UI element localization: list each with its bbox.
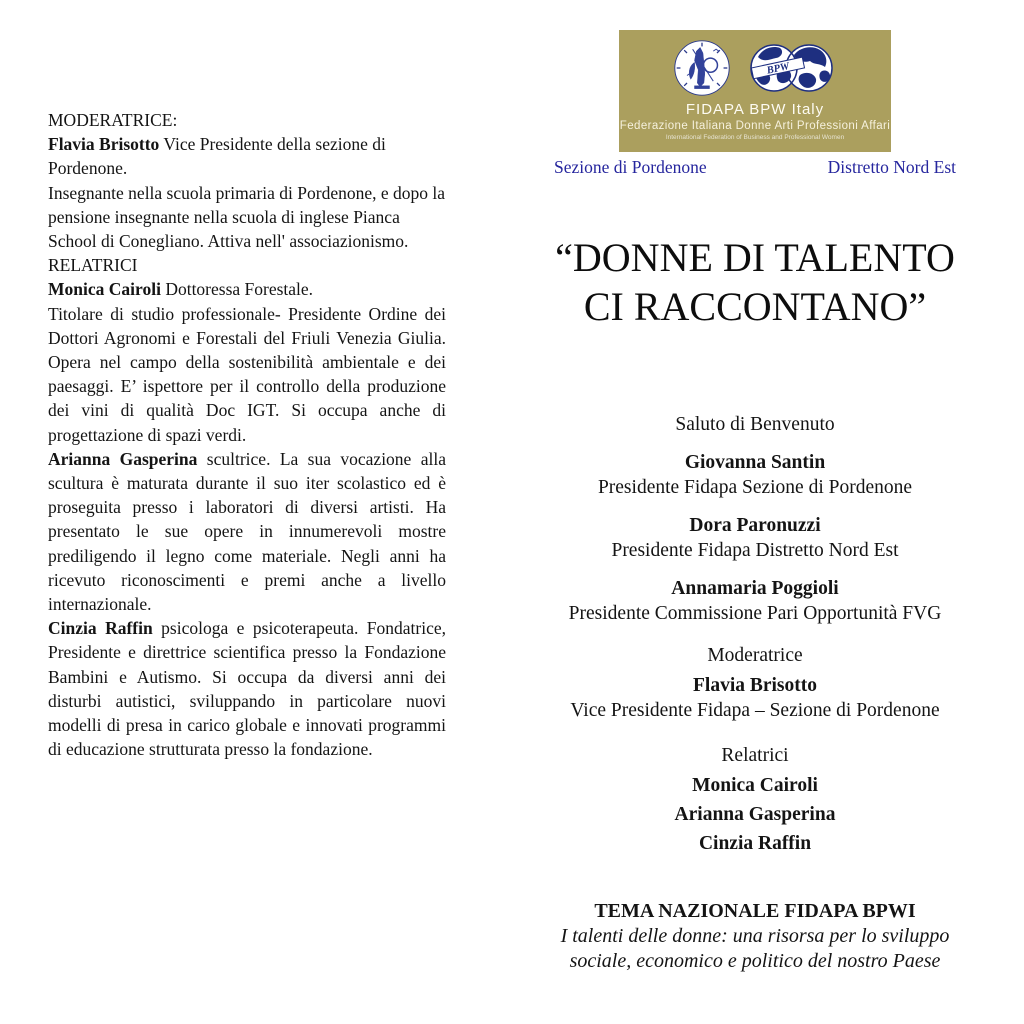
welcome-guest-name: Dora Paronuzzi <box>689 515 821 536</box>
logo-org-name: FIDAPA BPW Italy <box>685 101 825 118</box>
welcome-heading: Saluto di Benvenuto <box>675 414 835 435</box>
national-theme-line2: sociale, economico e politico del nostro Paese <box>569 950 941 972</box>
moderator-bio: Insegnante nella scuola primaria di Pordenone, e dopo la pensione insegnante nella scuola di inglese Pianca School di Conegliano. Attiva nell' associazionismo. <box>48 182 446 252</box>
welcome-guest-role: Presidente Fidapa Sezione di Pordenone <box>597 477 913 498</box>
moderator-lead: Vice Presidente della sezione di Pordenone. <box>48 134 386 179</box>
speaker3-name: Cinzia Raffin <box>48 618 153 639</box>
speaker1-lead-line <box>48 277 446 301</box>
district-label: Distretto Nord Est <box>827 157 956 177</box>
fidapa-bpw-logo <box>619 30 891 152</box>
logo-federation-line: Federazione Italiana Donne Arti Professioni Affari <box>619 120 891 132</box>
speaker1-bio: Titolare di studio professionale- Presidente Ordine dei Dottori Agronomi e Forestali del Friuli Venezia Giulia. Opera nel campo della sostenibilità ambientale e dei paesaggi. E’ ispettore per il controllo della produzione dei vini di qualità Doc IGT. Si occupa anche di progettazione di spazi verdi. <box>48 303 446 445</box>
national-theme-heading: TEMA NAZIONALE FIDAPA BPWI <box>594 900 916 922</box>
section-label: Sezione di Pordenone <box>554 157 707 177</box>
welcome-guest-role: Presidente Commissione Pari Opportunità FVG <box>568 603 942 624</box>
logo-international-line: International Federation of Business and Professional Women <box>665 134 845 141</box>
moderator-heading: Moderatrice <box>707 645 803 666</box>
speaker2-text: scultrice. La sua vocazione alla scultura è maturata durante il suo iter scolastico ed è proseguita presso i laboratori di diversi artisti. Ha presentato le sue opere in innumerevoli mostre prediligendo il legno come materiale. Negli anni ha ricevuto riconoscimenti e premi anche a livello internazionale. <box>48 448 446 615</box>
speaker3-bio <box>48 616 446 761</box>
program-moderator-role: Vice Presidente Fidapa – Sezione di Pordenone <box>570 700 940 721</box>
logo-emblems <box>619 37 891 99</box>
moderator-name: Flavia Brisotto <box>48 134 160 155</box>
moderatrice-section-label: MODERATRICE: <box>48 110 178 130</box>
speaker2-bio <box>48 447 446 616</box>
speaker3-text: psicologa e psicoterapeuta. Fondatrice, Presidente e direttrice scientifica presso la Fondazione Bambini e Autismo. Si occupa da diversi anni dei disturbi autistici, sviluppando in particolare nuovi modelli di presa in carico globale e innovati programmi di educazione strutturata presso la fondazione. <box>48 618 446 760</box>
speakers-heading: Relatrici <box>721 745 789 766</box>
moderator-lead-line <box>48 132 446 180</box>
speaker1-lead: Dottoressa Forestale. <box>160 279 314 300</box>
welcome-guest-name: Giovanna Santin <box>684 452 826 473</box>
program-speaker-name: Arianna Gasperina <box>674 804 836 825</box>
speaker1-name: Monica Cairoli <box>48 279 161 300</box>
program-speaker-name: Monica Cairoli <box>692 775 818 796</box>
welcome-guest-name: Annamaria Poggioli <box>671 578 839 599</box>
bpw-double-globe-emblem-icon <box>746 39 838 97</box>
national-theme-line1: I talenti delle donne: una risorsa per lo sviluppo <box>560 925 950 947</box>
event-title-line1: “DONNE DI TALENTO <box>555 235 955 280</box>
bpw-banner-text: BPW <box>765 61 791 77</box>
speaker2-name: Arianna Gasperina <box>48 448 198 469</box>
program-speaker-name: Cinzia Raffin <box>698 833 812 854</box>
relatrici-section-label: RELATRICI <box>48 255 138 276</box>
fidapa-statue-emblem-icon <box>672 38 732 98</box>
program-moderator-name: Flavia Brisotto <box>692 675 818 696</box>
section-district-row <box>520 156 990 178</box>
event-title-line2: CI RACCONTANO” <box>583 284 927 329</box>
welcome-guest-role: Presidente Fidapa Distretto Nord Est <box>611 540 899 561</box>
event-title <box>520 233 990 331</box>
left-column <box>48 108 446 761</box>
right-column <box>520 30 990 974</box>
